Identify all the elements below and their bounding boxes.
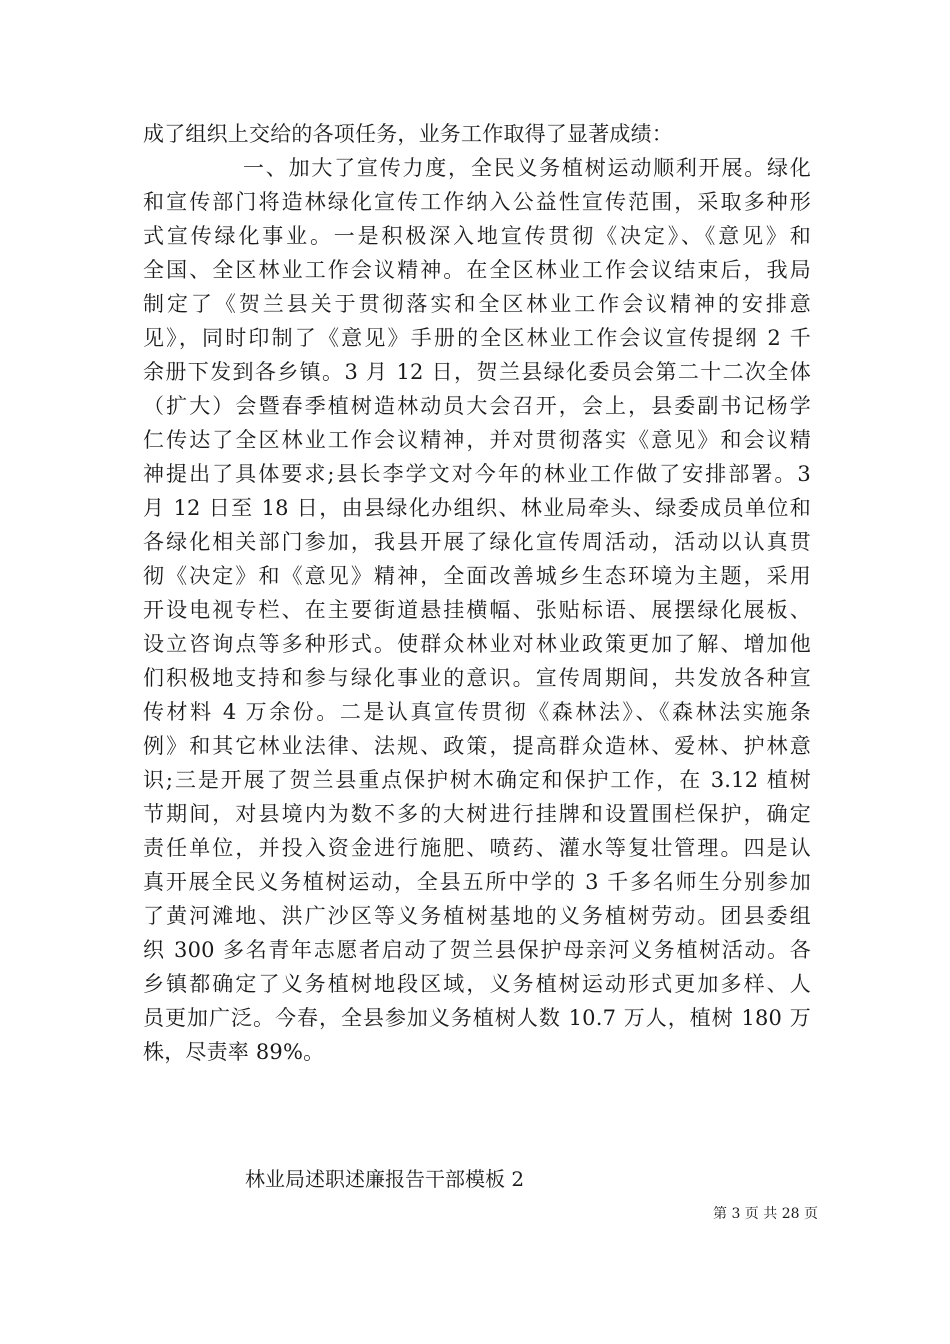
text-line: 彻《决定》和《意见》精神，全面改善城乡生态环境为主题，采用	[143, 564, 811, 588]
text-line: 仁传达了全区林业工作会议精神，并对贯彻落实《意见》和会议精	[143, 428, 811, 452]
text-line: 识;三是开展了贺兰县重点保护树木确定和保护工作，在 3.12 植树	[143, 768, 811, 792]
text-line: 神提出了具体要求;县长李学文对今年的林业工作做了安排部署。3	[143, 462, 811, 486]
text-line: 真开展全民义务植树运动，全县五所中学的 3 千多名师生分别参加	[143, 870, 811, 894]
text-line: 传材料 4 万余份。二是认真宣传贯彻《森林法》、《森林法实施条	[143, 700, 811, 724]
text-line: 例》和其它林业法律、法规、政策，提高群众造林、爱林、护林意	[143, 734, 811, 758]
text-line: 设立咨询点等多种形式。使群众林业对林业政策更加了解、增加他	[143, 632, 811, 656]
text-line: 月 12 日至 18 日，由县绿化办组织、林业局牵头、绿委成员单位和	[143, 496, 811, 520]
text-line: 成了组织上交给的各项任务，业务工作取得了显著成绩：	[143, 122, 673, 146]
page-number-footer: 第 3 页 共 28 页	[713, 1206, 818, 1222]
text-line: 织 300 多名青年志愿者启动了贺兰县保护母亲河义务植树活动。各	[143, 938, 811, 962]
text-line: 责任单位，并投入资金进行施肥、喷药、灌水等复壮管理。四是认	[143, 836, 811, 860]
text-line: 式宣传绿化事业。一是积极深入地宣传贯彻《决定》、《意见》和	[143, 224, 811, 248]
text-line: 株，尽责率 89%。	[143, 1040, 325, 1064]
text-line: 余册下发到各乡镇。3 月 12 日，贺兰县绿化委员会第二十二次全体	[143, 360, 811, 384]
text-line: 一、加大了宣传力度，全民义务植树运动顺利开展。绿化	[243, 156, 811, 180]
text-line: 见》，同时印制了《意见》手册的全区林业工作会议宣传提纲 2 千	[143, 326, 811, 350]
text-line: （扩大）会暨春季植树造林动员大会召开，会上，县委副书记杨学	[143, 394, 811, 418]
text-line: 了黄河滩地、洪广沙区等义务植树基地的义务植树劳动。团县委组	[143, 904, 811, 928]
body-text	[143, 117, 811, 1069]
text-line: 各绿化相关部门参加，我县开展了绿化宣传周活动，活动以认真贯	[143, 530, 811, 554]
text-line: 员更加广泛。今春，全县参加义务植树人数 10.7 万人，植树 180 万	[143, 1006, 811, 1030]
text-line: 和宣传部门将造林绿化宣传工作纳入公益性宣传范围，采取多种形	[143, 190, 811, 214]
text-line: 节期间，对县境内为数不多的大树进行挂牌和设置围栏保护，确定	[143, 802, 811, 826]
text-line: 乡镇都确定了义务植树地段区域，义务植树运动形式更加多样、人	[143, 972, 811, 996]
text-line: 开设电视专栏、在主要街道悬挂横幅、张贴标语、展摆绿化展板、	[143, 598, 811, 622]
text-line: 制定了《贺兰县关于贯彻落实和全区林业工作会议精神的安排意	[143, 292, 811, 316]
section-heading: 林业局述职述廉报告干部模板 2	[245, 1167, 525, 1191]
text-line: 们积极地支持和参与绿化事业的意识。宣传周期间，共发放各种宣	[143, 666, 811, 690]
text-line: 全国、全区林业工作会议精神。在全区林业工作会议结束后，我局	[143, 258, 811, 282]
